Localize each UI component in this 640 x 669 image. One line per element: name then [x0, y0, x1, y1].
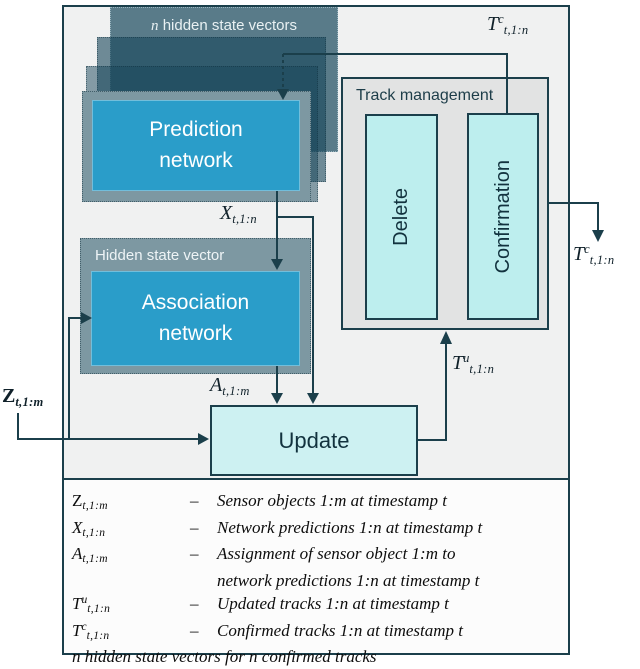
hidden-state-stack-label: n hidden state vectors — [151, 17, 297, 34]
association-network-label-line1: Association — [141, 291, 250, 315]
wire-update-to-trackmanagement — [418, 344, 446, 440]
legend-row-a: At,1:m – Assignment of sensor object 1:m to — [72, 544, 456, 565]
legend-row-a-continued: network predictions 1:n at timestamp t — [217, 570, 480, 590]
arrow-into-trackmanagement — [440, 331, 452, 344]
legend-row-z: Zt,1:m – Sensor objects 1:m at timestamp t — [72, 491, 447, 512]
update-label: Update — [278, 427, 350, 453]
confirmation-label: Confirmation — [491, 159, 514, 274]
label-z: $Z_{t,1:m}$ — [2, 385, 44, 409]
arrow-prediction-into-update — [307, 393, 319, 404]
wire-sensor-to-association — [69, 318, 81, 439]
arrowheads — [81, 89, 604, 445]
hidden-state-vector-label: Hidden state vector — [95, 247, 225, 264]
delete-label: Delete — [390, 188, 412, 246]
legend-row-tc: $T^ct,1:n$ – Confirmed tracks 1:n at timestamp t — [72, 620, 464, 642]
legend-footer: n hidden state vectors for n confirmed tracks — [72, 647, 377, 666]
label-x: $X_{t,1:n}$ — [220, 202, 257, 226]
prediction-network-label-line1: Prediction — [149, 118, 243, 142]
label-tc-out: $T^c_{t,1:n}$ — [573, 242, 615, 267]
legend-panel — [62, 480, 570, 666]
wire-prediction-to-update — [277, 217, 313, 394]
arrow-sensor-into-update — [198, 433, 209, 445]
wire-confirmation-feedback — [283, 54, 507, 114]
prediction-network-label-line2: network — [159, 148, 233, 172]
wire-sensor-to-update — [18, 413, 198, 439]
label-tc-top: $T^c_{t,1:n}$ — [487, 12, 529, 37]
label-a: $A_{t,1:m}$ — [210, 374, 250, 398]
arrow-confirmed-output — [592, 230, 604, 242]
legend-row-tu: $T^ut,1:n$ – Updated tracks 1:n at timestamp t — [72, 594, 449, 615]
wire-confirmed-output — [549, 203, 598, 230]
track-management-title: Track management — [356, 87, 494, 104]
arrow-association-into-update — [271, 393, 283, 404]
arrow-into-stack — [277, 89, 289, 100]
association-network-label-line2: network — [158, 321, 233, 345]
arrow-into-association — [271, 259, 283, 270]
arrow-sensor-into-association — [81, 312, 92, 324]
label-tu: $T^u_{t,1:n}$ — [452, 351, 495, 376]
legend-row-x: Xt,1:n – Network predictions 1:n at timestamp t — [72, 517, 483, 539]
